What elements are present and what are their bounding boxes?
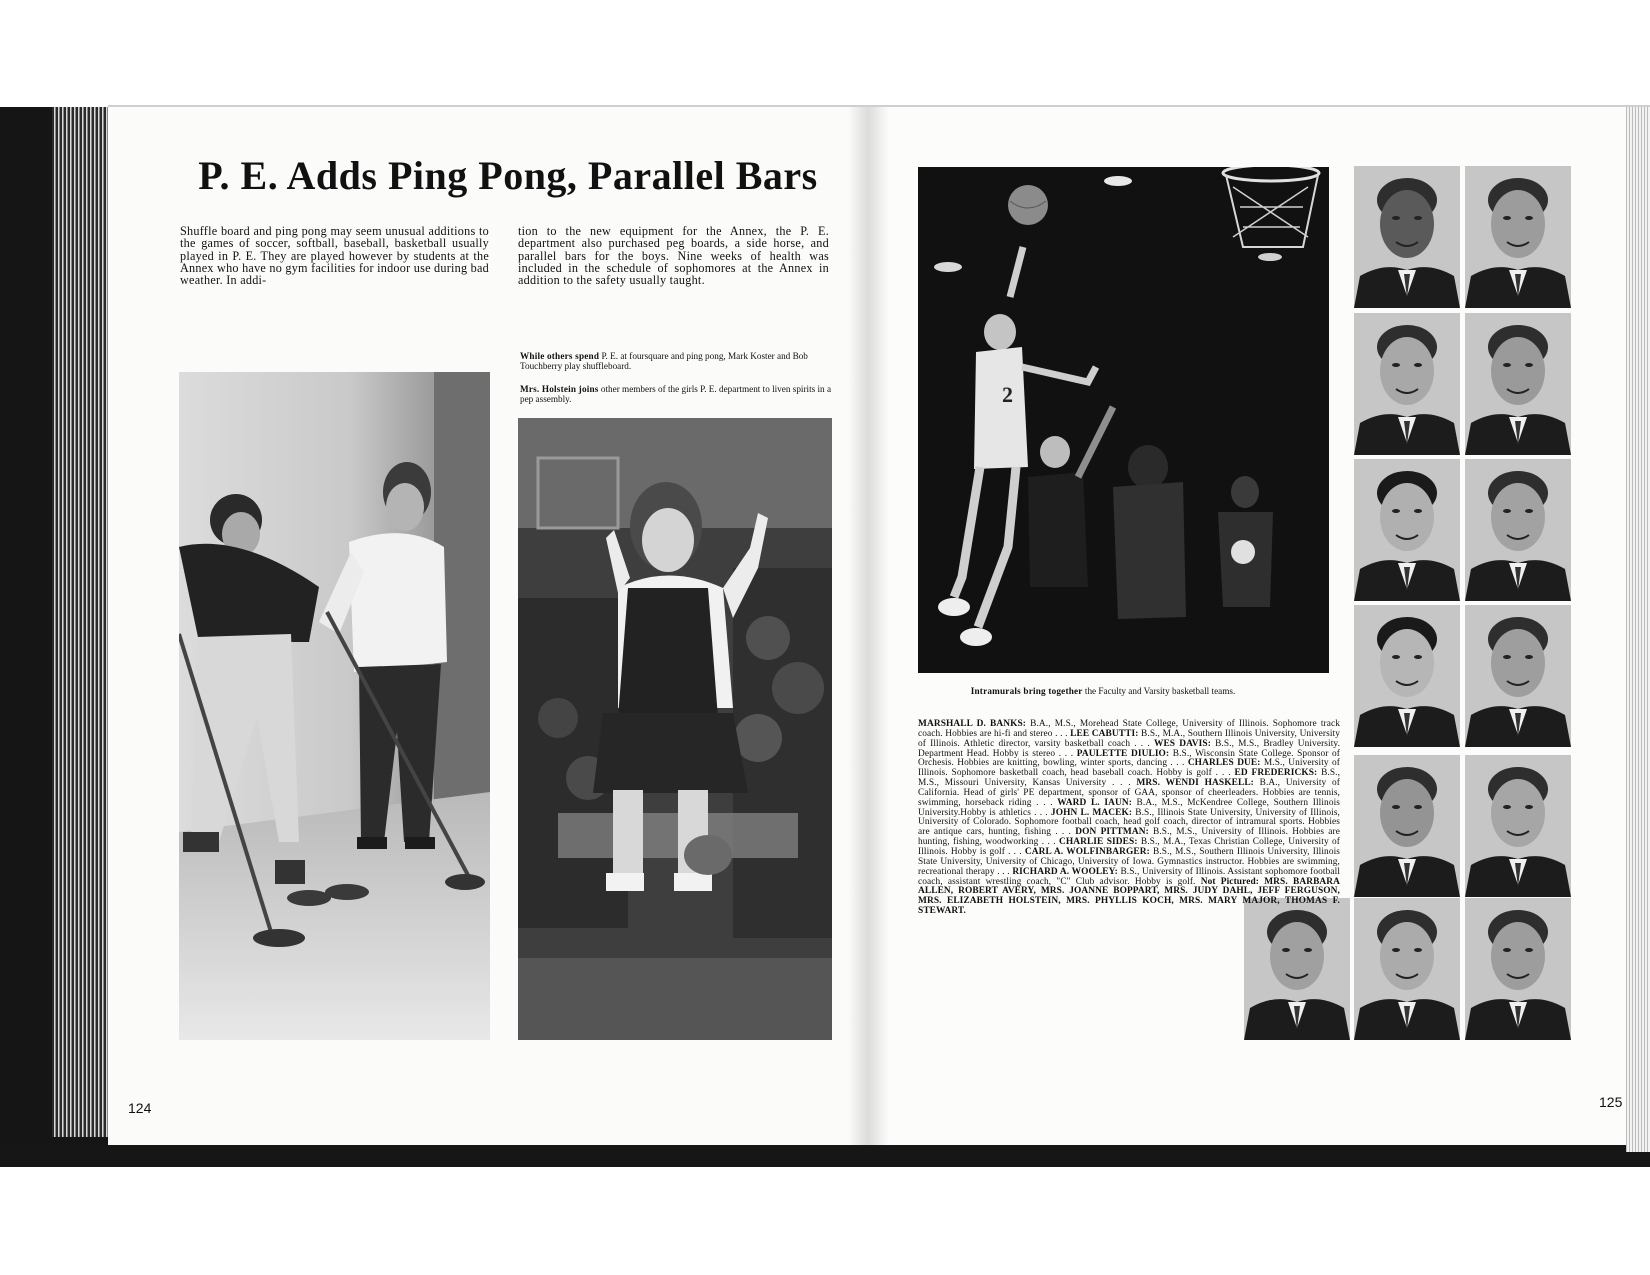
faculty-portrait [1465, 166, 1571, 308]
roster-name: MRS. WENDI HASKELL: [1136, 778, 1254, 789]
pep-assembly-image [518, 418, 832, 1040]
roster-text: B.S., M.S., Bradley University. Department Head. Hobby is stereo . . . [918, 738, 1341, 759]
faculty-portrait [1465, 755, 1571, 897]
portrait-photo [1465, 898, 1571, 1040]
portrait-photo [1354, 459, 1460, 601]
portrait-photo [1354, 898, 1460, 1040]
faculty-portrait [1354, 605, 1460, 747]
page-stack-right [1626, 107, 1650, 1152]
page-top-edge [108, 105, 1650, 107]
roster-text: B.A., M.S., McKendree College, Southern Illinois University.Hobby is athletics . . . [918, 797, 1341, 818]
portrait-photo [1465, 459, 1571, 601]
roster-text: M.S., University of Illinois. Sophomore basketball coach, head baseball coach. Hobby is golf . . . [918, 758, 1341, 779]
book-gutter [848, 107, 888, 1145]
caption-text: other members of the girls P. E. department to liven spirits in a pep assembly. [520, 384, 832, 404]
faculty-portrait [1354, 459, 1460, 601]
portrait-photo [1465, 313, 1571, 455]
roster-text: B.S., M.S., University of Illinois. Hobbies are hunting, fishing, woodworking . . . [918, 827, 1341, 848]
not-pictured-names: MRS. BARBARA ALLEN, ROBERT AVERY, MRS. JOANNE BOPPART, MRS. JUDY DAHL, JEFF FERGUSON, MRS. ELIZABETH HOLSTEIN, MRS. PHYLLIS KOCH, MRS. MARY MAJOR, THOMAS F. STEWART. [918, 876, 1341, 917]
page-title: P. E. Adds Ping Pong, Parallel Bars [198, 153, 818, 198]
roster-name: WES DAVIS: [1153, 738, 1211, 749]
faculty-portrait [1465, 898, 1571, 1040]
photo-intramural-basketball [918, 167, 1329, 673]
faculty-portrait [1354, 898, 1460, 1040]
roster-name: CHARLES DUE: [1187, 758, 1261, 769]
roster-text: B.S., M.A., Texas Christian College, University of Illinois. Hobby is golf . . . [918, 837, 1341, 857]
roster-text: B.S., Illinois State University, University of Illinois, University of Colorado. Sophomore football coach, head golf coach, director of intramural sports. Hobbies are antique cars, hunting, fishing . . . [918, 807, 1340, 838]
portrait-photo [1465, 605, 1571, 747]
roster-name: PAULETTE DIULIO: [1076, 748, 1170, 759]
page-number-left: 124 [128, 1100, 152, 1116]
caption-lead: While others spend [520, 351, 600, 361]
roster-name: RICHARD A. WOOLEY: [1012, 866, 1118, 877]
roster-text: B.S., University of Illinois. Assistant sophomore football coach, assistant wrestling coach, "C" Club advisor. Hobby is golf. [918, 866, 1341, 887]
roster-name: CARL A. WOLFINBARGER: [1024, 846, 1150, 857]
caption-lead: Mrs. Holstein joins [520, 384, 599, 394]
faculty-portrait [1244, 898, 1350, 1040]
roster-name: JOHN L. MACEK: [1050, 807, 1133, 818]
portrait-photo [1465, 755, 1571, 897]
portrait-photo [1354, 313, 1460, 455]
roster-name: WARD L. IAUN: [1057, 797, 1132, 808]
page-stack-left [52, 107, 108, 1137]
roster-text: B.A., M.S., Morehead State College, University of Illinois. Sophomore track coach. Hobbies are hi-fi and stereo . . . [918, 719, 1341, 739]
roster-name: LEE CABUTTI: [1070, 728, 1139, 739]
faculty-portrait [1465, 459, 1571, 601]
caption-lead: Intramurals bring together [970, 686, 1083, 696]
page-number-right: 125 [1599, 1094, 1623, 1110]
book-bottom-edge [0, 1145, 1650, 1167]
roster-name: DON PITTMAN: [1075, 827, 1149, 838]
basketball-image [918, 167, 1329, 673]
story-column-2: tion to the new equipment for the Annex, the P. E. department also purchased peg boards, a side horse, and parallel bars for the boys. Nine weeks of health was included in the schedule of sophomores at the Annex in addition to the safety usually taught. [518, 224, 829, 288]
caption-intramurals [918, 686, 1288, 696]
caption-text: P. E. at foursquare and ping pong, Mark Koster and Bob Touchberry play shuffleboard. [520, 351, 808, 371]
portrait-photo [1354, 605, 1460, 747]
not-pictured-label: Not Pictured: [1200, 876, 1259, 887]
roster-text: B.A., University of California. Head of girls' PE department, sponsor of GAA, sponsor of cheerleaders. Hobbies are tennis, swimming, horseback riding . . . [918, 778, 1340, 808]
faculty-portrait [1465, 605, 1571, 747]
photo-shuffleboard [179, 372, 490, 1040]
faculty-roster [918, 720, 1340, 917]
faculty-portrait [1354, 166, 1460, 308]
roster-text: B.S., M.A., Southern Illinois University, University of Illinois. Athletic director, varsity basketball coach . . . [918, 728, 1341, 749]
portrait-photo [1244, 898, 1350, 1040]
roster-text: B.S., M.S., Missouri University, Kansas University . . . [918, 768, 1341, 789]
roster-name: CHARLIE SIDES: [1058, 837, 1138, 848]
roster-name: ED FREDERICKS: [1234, 768, 1318, 779]
faculty-portrait [1465, 313, 1571, 455]
caption-text: the Faculty and Varsity basketball teams. [1084, 686, 1236, 696]
shuffleboard-image [179, 372, 490, 1040]
caption-shuffleboard [520, 351, 832, 371]
portrait-photo [1354, 755, 1460, 897]
faculty-portrait [1354, 313, 1460, 455]
story-column-1: Shuffle board and ping pong may seem unusual additions to the games of soccer, softball, baseball, basketball usually played in P. E. They are played however by students at the Annex who have no gym facilities for indoor use during bad weather. In addi- [180, 224, 489, 288]
roster-name: MARSHALL D. BANKS: [918, 719, 1027, 729]
portrait-photo [1354, 166, 1460, 308]
faculty-portrait [1354, 755, 1460, 897]
roster-text: B.S., M.S., Southern Illinois University, Illinois State University, University of Chicago, University of Iowa. Gymnastics instructor. Hobbies are swimming, recreational therapy . . . [918, 846, 1341, 877]
photo-pep-assembly [518, 418, 832, 1040]
portrait-photo [1465, 166, 1571, 308]
jersey-number: 2 [1002, 382, 1013, 407]
caption-pep-assembly [520, 384, 832, 404]
roster-text: B.S., Wisconsin State College. Sponsor of Orchesis. Hobbies are knitting, bowling, winter sports, dancing . . . [918, 748, 1341, 769]
